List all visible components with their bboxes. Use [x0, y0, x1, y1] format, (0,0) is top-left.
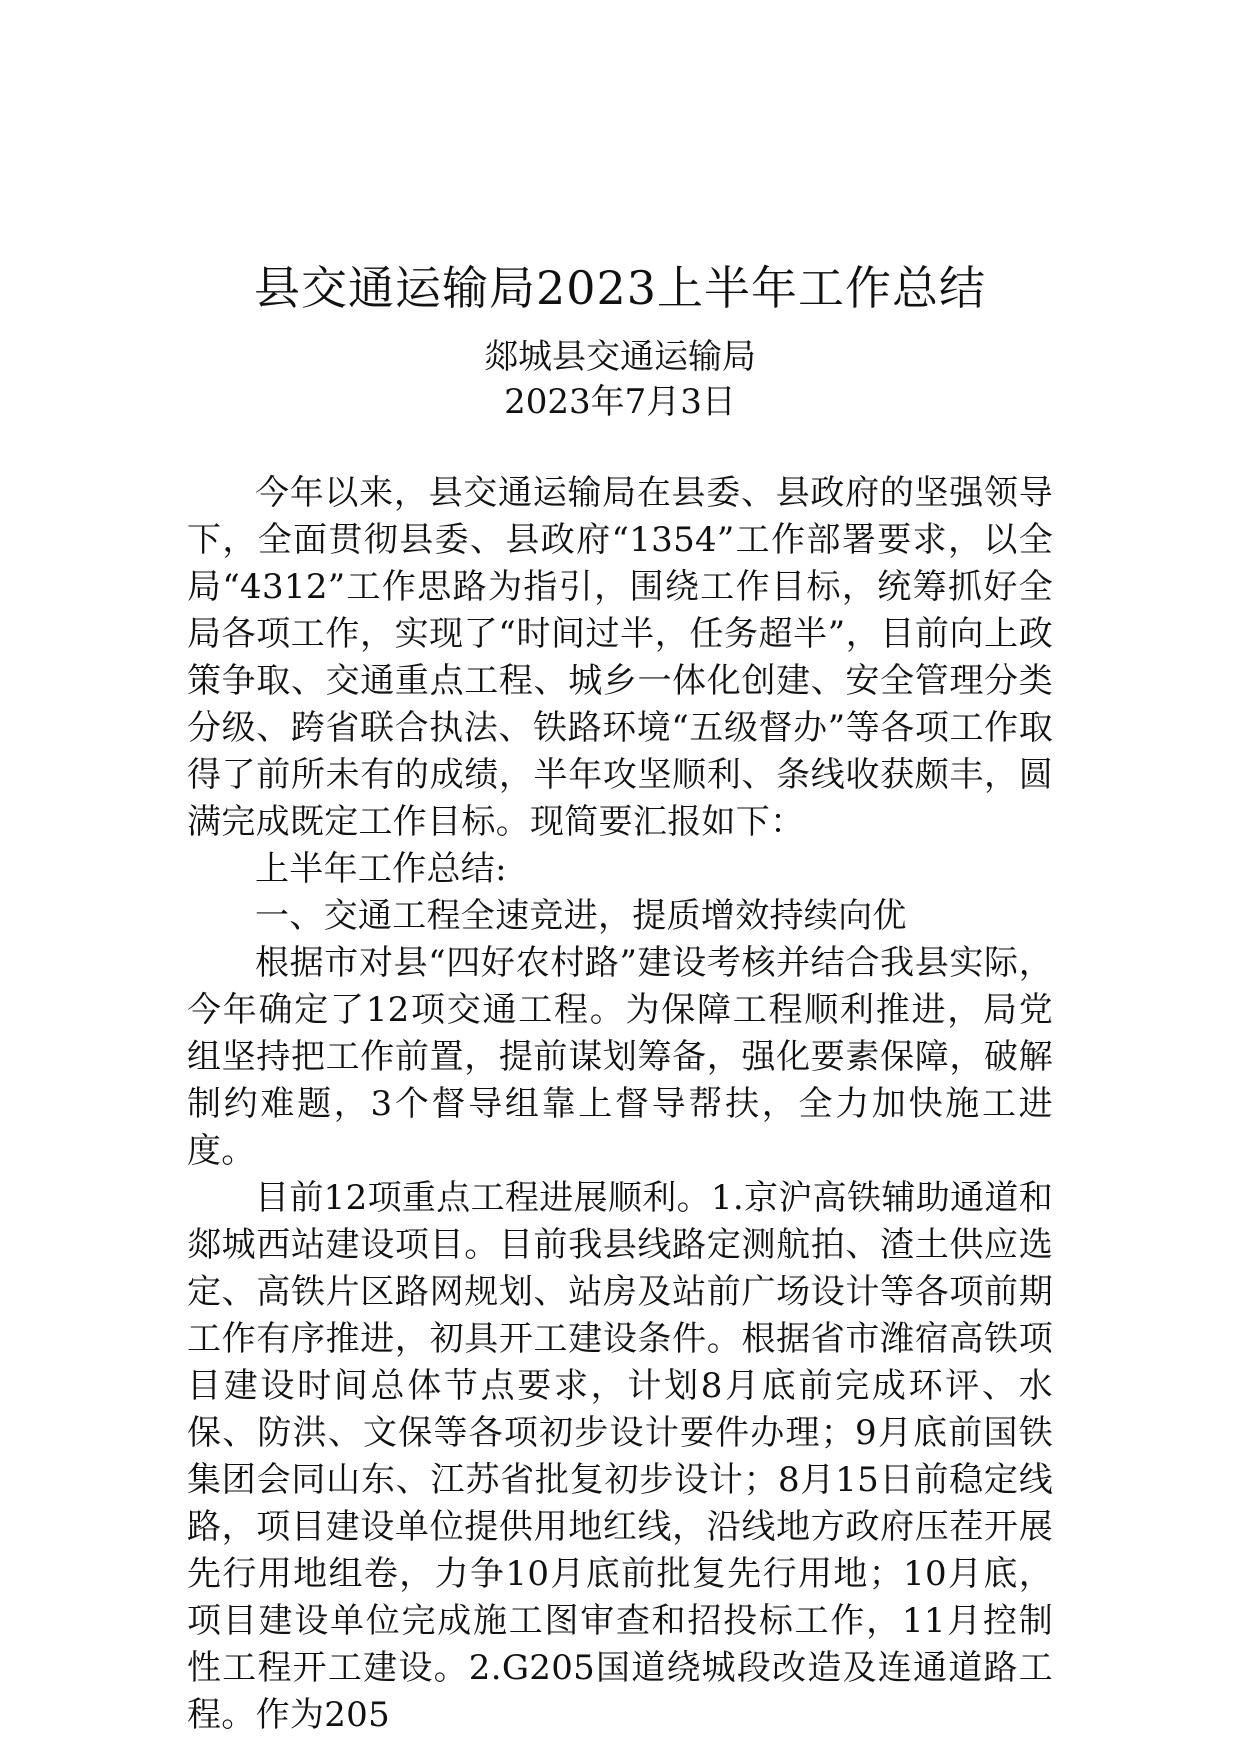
document-body — [187, 470, 1053, 1739]
document-title: 县交通运输局2023上半年工作总结 — [253, 261, 987, 315]
document-author: 郯城县交通运输局 — [484, 337, 756, 377]
paragraph-intro: 今年以来，县交通运输局在县委、县政府的坚强领导下，全面贯彻县委、县政府“1354”工作部署要求，以全局“4312”工作思路为指引，围绕工作目标，统筹抓好全局各项工作，实现了“时间过半，任务超半”，目前向上政策争取、交通重点工程、城乡一体化创建、安全管理分类分级、跨省联合执法、铁路环境“五级督办”等各项工作取得了前所未有的成绩，半年攻坚顺利、条线收获颇丰，圆满完成既定工作目标。现简要汇报如下： — [187, 473, 1053, 842]
subsection-heading: 一、交通工程全速竞进，提质增效持续向优 — [255, 896, 907, 936]
paragraph: 根据市对县“四好农村路”建设考核并结合我县实际，今年确定了12项交通工程。为保障工程顺利推进，局党组坚持把工作前置，提前谋划筹备，强化要素保障，破解制约难题，3个督导组靠上督导帮扶，全力加快施工进度。 — [187, 943, 1053, 1171]
paragraph: 目前12项重点工程进展顺利。1.京沪高铁辅助通道和郯城西站建设项目。目前我县线路定测航拍、渣土供应选定、高铁片区路网规划、站房及站前广场设计等各项前期工作有序推进，初具开工建设条件。根据省市潍宿高铁项目建设时间总体节点要求，计划8月底前完成环评、水保、防洪、文保等各项初步设计要件办理；9月底前国铁集团会同山东、江苏省批复初步设计；8月15日前稳定线路，项目建设单位提供用地红线，沿线地方政府压茬开展先行用地组卷，力争10月底前批复先行用地；10月底，项目建设单位完成施工图审查和招投标工作，11月控制性工程开工建设。2.G205国道绕城段改造及连通道路工程。作为205 — [187, 1178, 1053, 1735]
section-heading: 上半年工作总结: — [255, 849, 507, 889]
document-date: 2023年7月3日 — [504, 382, 736, 422]
